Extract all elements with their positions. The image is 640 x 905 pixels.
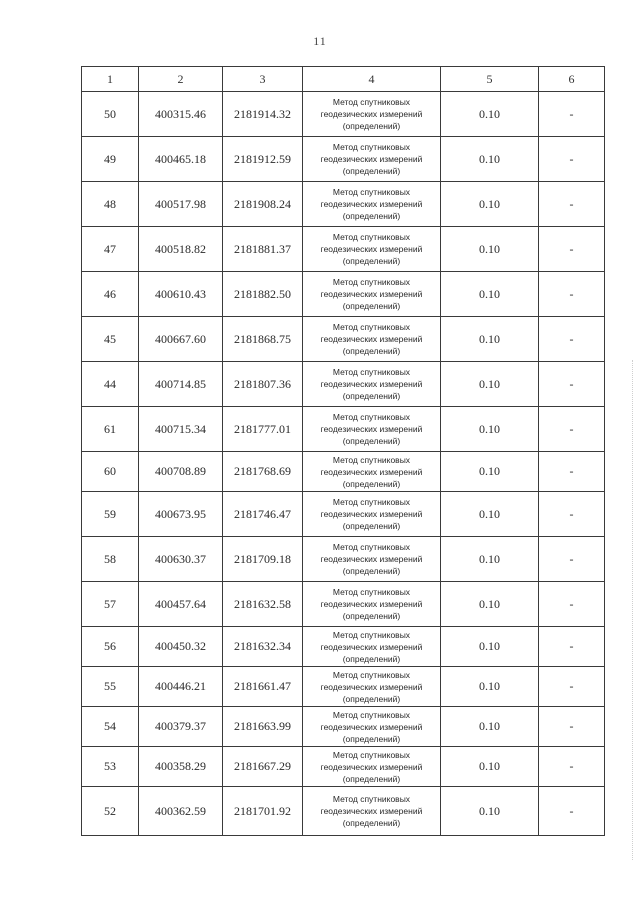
header-cell: 4	[303, 67, 441, 92]
y-coordinate-cell: 2181701.92	[223, 787, 303, 836]
accuracy-cell: 0.10	[441, 492, 539, 537]
method-line: геодезических измерений	[320, 641, 423, 652]
note-cell: -	[539, 92, 605, 137]
method-line: геодезических измерений	[320, 199, 423, 209]
x-coordinate-cell: 400315.46	[139, 92, 223, 137]
y-coordinate-cell: 2181746.47	[223, 492, 303, 537]
y-coordinate-cell: 2181912.59	[223, 137, 303, 182]
method-line: геодезических измерений	[320, 721, 423, 732]
method-line: геодезических измерений	[320, 289, 423, 299]
method-line: Метод спутниковых	[332, 277, 411, 287]
table-row	[82, 582, 605, 627]
x-coordinate-cell: 400673.95	[139, 492, 223, 537]
method-line: Метод спутниковых	[332, 412, 411, 422]
point-number-cell: 45	[82, 317, 139, 362]
scan-edge-mark	[632, 360, 636, 860]
y-coordinate-cell: 2181882.50	[223, 272, 303, 317]
accuracy-cell: 0.10	[441, 667, 539, 707]
method-cell	[303, 272, 441, 317]
method-line: геодезических измерений	[320, 109, 423, 119]
method-line: Метод спутниковых	[332, 97, 411, 107]
y-coordinate-cell: 2181661.47	[223, 667, 303, 707]
y-coordinate-cell: 2181777.01	[223, 407, 303, 452]
point-number-cell: 59	[82, 492, 139, 537]
coordinates-table	[81, 66, 605, 836]
note-cell: -	[539, 272, 605, 317]
y-coordinate-cell: 2181914.32	[223, 92, 303, 137]
x-coordinate-cell: 400358.29	[139, 747, 223, 787]
point-number-cell: 50	[82, 92, 139, 137]
method-line: (определений)	[342, 566, 401, 576]
table-row	[82, 492, 605, 537]
accuracy-cell: 0.10	[441, 182, 539, 227]
x-coordinate-cell: 400715.34	[139, 407, 223, 452]
method-line: геодезических измерений	[320, 334, 423, 344]
header-cell: 2	[139, 67, 223, 92]
table-row	[82, 362, 605, 407]
method-line: Метод спутниковых	[332, 669, 411, 680]
table-row	[82, 787, 605, 836]
note-cell: -	[539, 317, 605, 362]
accuracy-cell: 0.10	[441, 747, 539, 787]
method-line: геодезических измерений	[320, 806, 423, 816]
method-cell	[303, 787, 441, 836]
accuracy-cell: 0.10	[441, 407, 539, 452]
x-coordinate-cell: 400518.82	[139, 227, 223, 272]
method-cell	[303, 492, 441, 537]
note-cell: -	[539, 407, 605, 452]
method-cell	[303, 627, 441, 667]
method-line: (определений)	[342, 773, 401, 784]
accuracy-cell: 0.10	[441, 137, 539, 182]
method-cell	[303, 747, 441, 787]
point-number-cell: 46	[82, 272, 139, 317]
method-line: (определений)	[342, 733, 401, 744]
method-cell	[303, 667, 441, 707]
point-number-cell: 48	[82, 182, 139, 227]
point-number-cell: 57	[82, 582, 139, 627]
method-line: Метод спутниковых	[332, 232, 411, 242]
x-coordinate-cell: 400457.64	[139, 582, 223, 627]
method-line: Метод спутниковых	[332, 142, 411, 152]
point-number-cell: 53	[82, 747, 139, 787]
accuracy-cell: 0.10	[441, 452, 539, 492]
x-coordinate-cell: 400446.21	[139, 667, 223, 707]
note-cell: -	[539, 747, 605, 787]
method-line: (определений)	[342, 693, 401, 704]
y-coordinate-cell: 2181881.37	[223, 227, 303, 272]
note-cell: -	[539, 537, 605, 582]
table-row	[82, 407, 605, 452]
y-coordinate-cell: 2181868.75	[223, 317, 303, 362]
method-line: Метод спутниковых	[332, 709, 411, 720]
y-coordinate-cell: 2181908.24	[223, 182, 303, 227]
method-line: (определений)	[342, 211, 401, 221]
y-coordinate-cell: 2181663.99	[223, 707, 303, 747]
point-number-cell: 44	[82, 362, 139, 407]
y-coordinate-cell: 2181807.36	[223, 362, 303, 407]
table-row	[82, 537, 605, 582]
accuracy-cell: 0.10	[441, 582, 539, 627]
method-cell	[303, 182, 441, 227]
point-number-cell: 58	[82, 537, 139, 582]
x-coordinate-cell: 400379.37	[139, 707, 223, 747]
y-coordinate-cell: 2181632.34	[223, 627, 303, 667]
table-row	[82, 667, 605, 707]
accuracy-cell: 0.10	[441, 627, 539, 667]
method-line: Метод спутниковых	[332, 367, 411, 377]
note-cell: -	[539, 492, 605, 537]
x-coordinate-cell: 400517.98	[139, 182, 223, 227]
point-number-cell: 52	[82, 787, 139, 836]
method-line: Метод спутниковых	[332, 794, 411, 804]
method-line: Метод спутниковых	[332, 542, 411, 552]
note-cell: -	[539, 137, 605, 182]
method-line: геодезических измерений	[320, 154, 423, 164]
point-number-cell: 47	[82, 227, 139, 272]
table-row	[82, 227, 605, 272]
method-cell	[303, 537, 441, 582]
method-cell	[303, 582, 441, 627]
note-cell: -	[539, 182, 605, 227]
point-number-cell: 49	[82, 137, 139, 182]
point-number-cell: 54	[82, 707, 139, 747]
point-number-cell: 61	[82, 407, 139, 452]
method-line: (определений)	[342, 121, 401, 131]
x-coordinate-cell: 400465.18	[139, 137, 223, 182]
note-cell: -	[539, 227, 605, 272]
method-line: (определений)	[342, 611, 401, 621]
accuracy-cell: 0.10	[441, 227, 539, 272]
method-cell	[303, 137, 441, 182]
method-line: (определений)	[342, 521, 401, 531]
accuracy-cell: 0.10	[441, 317, 539, 362]
method-line: Метод спутниковых	[332, 587, 411, 597]
method-line: геодезических измерений	[320, 509, 423, 519]
note-cell: -	[539, 452, 605, 492]
method-cell	[303, 707, 441, 747]
note-cell: -	[539, 667, 605, 707]
method-line: (определений)	[342, 818, 401, 828]
header-cell: 5	[441, 67, 539, 92]
table-header-row	[82, 67, 605, 92]
table-row	[82, 317, 605, 362]
method-line: геодезических измерений	[320, 466, 423, 477]
x-coordinate-cell: 400667.60	[139, 317, 223, 362]
table-row	[82, 627, 605, 667]
method-line: (определений)	[342, 391, 401, 401]
y-coordinate-cell: 2181632.58	[223, 582, 303, 627]
accuracy-cell: 0.10	[441, 537, 539, 582]
accuracy-cell: 0.10	[441, 362, 539, 407]
method-line: геодезических измерений	[320, 379, 423, 389]
method-line: (определений)	[342, 346, 401, 356]
table-row	[82, 92, 605, 137]
y-coordinate-cell: 2181667.29	[223, 747, 303, 787]
x-coordinate-cell: 400714.85	[139, 362, 223, 407]
table-row	[82, 137, 605, 182]
page-number: 11	[313, 34, 327, 48]
method-line: геодезических измерений	[320, 761, 423, 772]
method-cell	[303, 227, 441, 272]
method-cell	[303, 317, 441, 362]
x-coordinate-cell: 400450.32	[139, 627, 223, 667]
note-cell: -	[539, 627, 605, 667]
method-line: геодезических измерений	[320, 599, 423, 609]
method-line: (определений)	[342, 166, 401, 176]
method-cell	[303, 362, 441, 407]
method-line: (определений)	[342, 478, 401, 489]
note-cell: -	[539, 362, 605, 407]
point-number-cell: 55	[82, 667, 139, 707]
header-cell: 6	[539, 67, 605, 92]
x-coordinate-cell: 400362.59	[139, 787, 223, 836]
table-row	[82, 452, 605, 492]
accuracy-cell: 0.10	[441, 787, 539, 836]
method-line: (определений)	[342, 256, 401, 266]
note-cell: -	[539, 582, 605, 627]
x-coordinate-cell: 400610.43	[139, 272, 223, 317]
note-cell: -	[539, 787, 605, 836]
y-coordinate-cell: 2181709.18	[223, 537, 303, 582]
note-cell: -	[539, 707, 605, 747]
table-row	[82, 707, 605, 747]
table-row	[82, 747, 605, 787]
method-line: геодезических измерений	[320, 244, 423, 254]
method-cell	[303, 407, 441, 452]
method-line: Метод спутниковых	[332, 629, 411, 640]
method-line: геодезических измерений	[320, 681, 423, 692]
header-cell: 3	[223, 67, 303, 92]
x-coordinate-cell: 400630.37	[139, 537, 223, 582]
method-line: геодезических измерений	[320, 554, 423, 564]
table-row	[82, 272, 605, 317]
x-coordinate-cell: 400708.89	[139, 452, 223, 492]
point-number-cell: 60	[82, 452, 139, 492]
method-line: Метод спутниковых	[332, 749, 411, 760]
method-line: (определений)	[342, 436, 401, 446]
accuracy-cell: 0.10	[441, 707, 539, 747]
header-cell: 1	[82, 67, 139, 92]
method-line: Метод спутниковых	[332, 322, 411, 332]
method-cell	[303, 92, 441, 137]
table-row	[82, 182, 605, 227]
accuracy-cell: 0.10	[441, 272, 539, 317]
method-cell	[303, 452, 441, 492]
method-line: Метод спутниковых	[332, 454, 411, 465]
method-line: (определений)	[342, 301, 401, 311]
method-line: Метод спутниковых	[332, 497, 411, 507]
accuracy-cell: 0.10	[441, 92, 539, 137]
point-number-cell: 56	[82, 627, 139, 667]
method-line: геодезических измерений	[320, 424, 423, 434]
method-line: Метод спутниковых	[332, 187, 411, 197]
method-line: (определений)	[342, 653, 401, 664]
y-coordinate-cell: 2181768.69	[223, 452, 303, 492]
